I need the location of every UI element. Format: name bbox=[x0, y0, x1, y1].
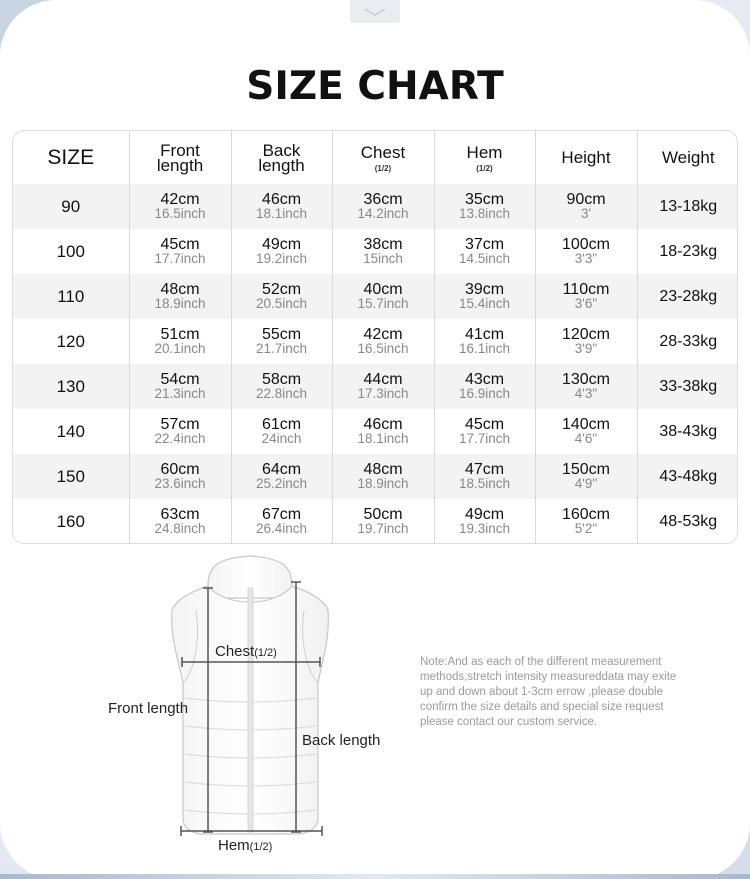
height-cell: 140cm 4'6" bbox=[535, 409, 637, 454]
table-row bbox=[13, 409, 738, 454]
table-row bbox=[13, 229, 738, 274]
note-line: please contact our custom service. bbox=[420, 716, 598, 728]
front-length-cell: 60cm 23.6inch bbox=[129, 454, 231, 499]
chest-cell: 44cm 17.3inch bbox=[332, 364, 434, 409]
front-length-cell: 54cm 21.3inch bbox=[129, 364, 231, 409]
table-row bbox=[13, 319, 738, 364]
back-length-cell: 52cm 20.5inch bbox=[231, 274, 332, 319]
chest-cell: 48cm 18.9inch bbox=[332, 454, 434, 499]
table-row bbox=[13, 454, 738, 499]
hem-label: Hem(1/2) bbox=[218, 837, 273, 854]
note-line: up and down about 1-3cm errow ,please double bbox=[420, 686, 663, 698]
bottom-border bbox=[0, 874, 750, 879]
hem-cell: 35cm 13.8inch bbox=[434, 184, 535, 229]
note-line: methods,stretch intensity measureddata may exite bbox=[420, 671, 677, 683]
front-length-label: Front length bbox=[108, 700, 189, 717]
header-weight: Weight bbox=[661, 147, 715, 167]
table-row bbox=[13, 364, 738, 409]
front-length-cell: 63cm 24.8inch bbox=[129, 499, 231, 544]
height-cell: 90cm 3' bbox=[535, 184, 637, 229]
chest-cell: 36cm 14.2inch bbox=[332, 184, 434, 229]
weight-cell: 18-23kg bbox=[659, 242, 718, 260]
chest-label: Chest(1/2) bbox=[215, 643, 277, 660]
header-hem: Hem (1/2) bbox=[434, 131, 535, 184]
weight-cell: 13-18kg bbox=[659, 197, 718, 215]
table-header-row bbox=[13, 131, 738, 184]
chest-cell: 38cm 15inch bbox=[332, 229, 434, 274]
size-cell: 100 bbox=[13, 229, 129, 274]
chest-cell: 40cm 15.7inch bbox=[332, 274, 434, 319]
size-cell: 110 bbox=[13, 274, 129, 319]
hem-cell: 49cm 19.3inch bbox=[434, 499, 535, 544]
height-cell: 120cm 3'9" bbox=[535, 319, 637, 364]
header-height: Height bbox=[535, 131, 637, 184]
hem-cell: 41cm 16.1inch bbox=[434, 319, 535, 364]
height-cell: 150cm 4'9" bbox=[535, 454, 637, 499]
hem-cell: 45cm 17.7inch bbox=[434, 409, 535, 454]
front-length-cell: 42cm 16.5inch bbox=[129, 184, 231, 229]
hem-cell: 37cm 14.5inch bbox=[434, 229, 535, 274]
back-length-cell: 49cm 19.2inch bbox=[231, 229, 332, 274]
weight-cell: 43-48kg bbox=[659, 467, 718, 485]
table-row bbox=[13, 274, 738, 319]
height-cell: 130cm 4'3" bbox=[535, 364, 637, 409]
front-length-cell: 51cm 20.1inch bbox=[129, 319, 231, 364]
chest-cell: 42cm 16.5inch bbox=[332, 319, 434, 364]
note-line: confirm the size details and special size request bbox=[420, 701, 664, 713]
back-length-cell: 55cm 21.7inch bbox=[231, 319, 332, 364]
size-cell: 150 bbox=[13, 454, 129, 499]
back-length-cell: 46cm 18.1inch bbox=[231, 184, 332, 229]
height-cell: 160cm 5'2" bbox=[535, 499, 637, 544]
table-row bbox=[13, 184, 738, 229]
back-length-cell: 58cm 22.8inch bbox=[231, 364, 332, 409]
front-length-cell: 48cm 18.9inch bbox=[129, 274, 231, 319]
page-title: SIZE CHART bbox=[246, 64, 504, 109]
chest-cell: 50cm 19.7inch bbox=[332, 499, 434, 544]
back-length-cell: 64cm 25.2inch bbox=[231, 454, 332, 499]
back-length-cell: 67cm 26.4inch bbox=[231, 499, 332, 544]
header-front-length: Front length bbox=[129, 131, 231, 184]
collapse-tab[interactable] bbox=[350, 0, 400, 23]
weight-cell: 48-53kg bbox=[659, 512, 718, 530]
measurement-note bbox=[420, 655, 720, 730]
weight-cell: 38-43kg bbox=[659, 422, 718, 440]
size-cell: 120 bbox=[13, 319, 129, 364]
chest-cell: 46cm 18.1inch bbox=[332, 409, 434, 454]
weight-cell: 23-28kg bbox=[659, 287, 718, 305]
size-table bbox=[13, 131, 738, 544]
hem-cell: 43cm 16.9inch bbox=[434, 364, 535, 409]
front-length-cell: 57cm 22.4inch bbox=[129, 409, 231, 454]
height-cell: 100cm 3'3" bbox=[535, 229, 637, 274]
size-cell: 160 bbox=[13, 499, 129, 544]
weight-cell: 28-33kg bbox=[659, 332, 718, 350]
back-length-label: Back length bbox=[302, 732, 381, 749]
height-cell: 110cm 3'6" bbox=[535, 274, 637, 319]
header-size: SIZE bbox=[13, 131, 129, 184]
size-cell: 130 bbox=[13, 364, 129, 409]
size-cell: 90 bbox=[13, 184, 129, 229]
note-line: Note:And as each of the different measurement bbox=[420, 656, 662, 668]
hem-cell: 39cm 15.4inch bbox=[434, 274, 535, 319]
size-table-container bbox=[12, 130, 738, 544]
back-length-cell: 61cm 24inch bbox=[231, 409, 332, 454]
header-chest: Chest (1/2) bbox=[332, 131, 434, 184]
chevron-down-icon bbox=[363, 7, 387, 17]
weight-cell: 33-38kg bbox=[659, 377, 718, 395]
front-length-cell: 45cm 17.7inch bbox=[129, 229, 231, 274]
size-cell: 140 bbox=[13, 409, 129, 454]
table-row bbox=[13, 499, 738, 544]
header-back-length: Back length bbox=[231, 131, 332, 184]
hem-cell: 47cm 18.5inch bbox=[434, 454, 535, 499]
